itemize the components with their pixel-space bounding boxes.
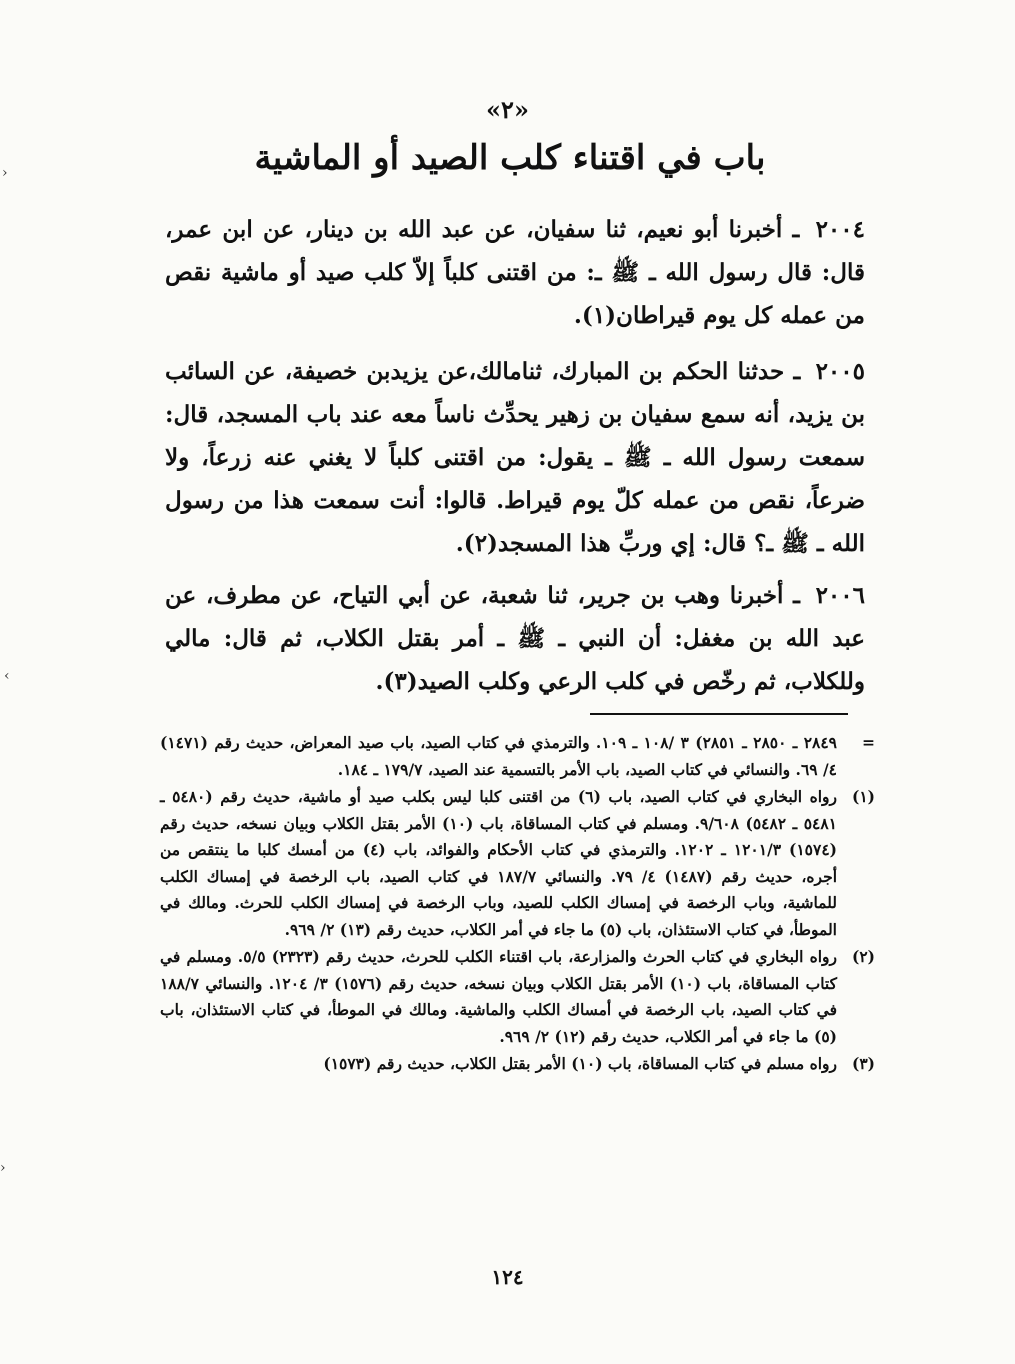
hadith-text: ـ حدثنا الحكم بن المبارك، ثنامالك،عن يزيدبن خصيفة، عن السائب بن يزيد، أنه سمع سفيان بن زهير يحدِّث ناساً معه عند باب المسجد، قال: سمعت رسول الله ـ ﷺ ـ يقول: من اقتنى كلباً لا يغني عنه زرعاً، ولا ضرعاً، نقص من عمله كلّ يوم قيراط. قالوا: أنت سمعت هذا من رسول الله ـ ﷺ ـ؟ قال: إي وربِّ هذا المسجد(٢). — [165, 358, 865, 557]
footnote-separator — [590, 713, 848, 715]
hadith-2006 — [165, 574, 865, 703]
footnotes — [160, 730, 875, 1079]
hadith-number: ٢٠٠٤ — [815, 216, 865, 243]
hadith-text: ـ أخبرنا وهب بن جرير، ثنا شعبة، عن أبي التياح، عن مطرف، عن عبد الله بن مغفل: أن النبي ـ ﷺ ـ أمر بقتل الكلاب، ثم قال: مالي وللكلاب، ثم رخّص في كلب الرعي وكلب الصيد(٣). — [165, 582, 865, 695]
scan-edge-mark: › — [2, 165, 8, 181]
footnote-text: رواه البخاري في كتاب الصيد، باب (٦) من اقتنى كلبا ليس بكلب صيد أو ماشية، حديث رقم (٥٤٨٠ ـ ٥٤٨١ ـ ٥٤٨٢) ٩/٦٠٨. ومسلم في كتاب المساقاة، باب (١٠) الأمر بقتل الكلاب وبيان نسخه، حديث رقم (١٥٧٤) ١٢٠١/٣ ـ ١٢٠٢. والترمذي في كتاب الأحكام والفوائد، باب (٤) من أمسك كلبا ما ينتقص من أجره، حديث رقم (١٤٨٧) ٤/ ٧٩. والنسائي ١٨٧/٧ في كتاب الصيد، باب الرخصة في إمساك الكلب للماشية، وباب الرخصة في إمساك الكلب للصيد، وباب الرخصة في إمساك الكلب للحرث. ومالك في الموطأ، في كتاب الاستئذان، باب (٥) ما جاء في أمر الكلاب، حديث رقم (١٣) ٢/ ٩٦٩. — [160, 787, 838, 939]
hadith-number: ٢٠٠٦ — [815, 582, 865, 609]
hadith-number: ٢٠٠٥ — [815, 358, 865, 385]
footnote-3 — [160, 1051, 875, 1078]
chapter-number: «٢» — [486, 95, 529, 124]
footnote-2 — [160, 944, 875, 1050]
hadith-text: ـ أخبرنا أبو نعيم، ثنا سفيان، عن عبد الله بن دينار، عن ابن عمر، قال: قال رسول الله ـ ﷺ ـ: من اقتنى كلباً إلاّ كلب صيد أو ماشية نقص من عمله كل يوم قيراطان(١). — [165, 216, 865, 329]
chapter-title: باب في اقتناء كلب الصيد أو الماشية — [254, 138, 766, 178]
scan-edge-mark: ‹ — [4, 668, 10, 684]
footnote-mark: = — [862, 733, 875, 752]
scan-edge-mark: › — [0, 1160, 6, 1176]
hadith-2005 — [165, 350, 865, 565]
footnote-1 — [160, 784, 875, 943]
hadith-2004 — [165, 208, 865, 337]
footnote-text: ٢٨٤٩ ـ ٢٨٥٠ ـ ٢٨٥١) ٣ /١٠٨ ـ ١٠٩. والترمذي في كتاب الصيد، باب صيد المعراض، حديث رقم (١٤٧١) ٤/ ٦٩. والنسائي في كتاب الصيد، باب الأمر بالتسمية عند الصيد، ١٧٩/٧ ـ ١٨٤. — [160, 733, 837, 779]
footnote-mark: (٢) — [851, 947, 875, 966]
footnote-text: رواه مسلم في كتاب المساقاة، باب (١٠) الأمر بقتل الكلاب، حديث رقم (١٥٧٣) — [323, 1054, 837, 1073]
footnote-continued — [160, 730, 875, 783]
footnote-mark: (٣) — [851, 1054, 875, 1073]
page-number: ١٢٤ — [491, 1265, 524, 1289]
footnote-mark: (١) — [851, 787, 875, 806]
footnote-text: رواه البخاري في كتاب الحرث والمزارعة، باب اقتناء الكلب للحرث، حديث رقم (٢٣٢٣) ٥/٥. ومسلم في كتاب المساقاة، باب (١٠) الأمر بقتل الكلاب وبيان نسخه، حديث رقم (١٥٧٦) ٣/ ١٢٠٤. والنسائي ١٨٨/٧ في كتاب الصيد، باب الرخصة في أمساك الكلب والماشية. ومالك في الموطأ، في كتاب الاستئذان، باب (٥) ما جاء في أمر الكلاب، حديث رقم (١٢) ٢/ ٩٦٩. — [160, 947, 837, 1046]
